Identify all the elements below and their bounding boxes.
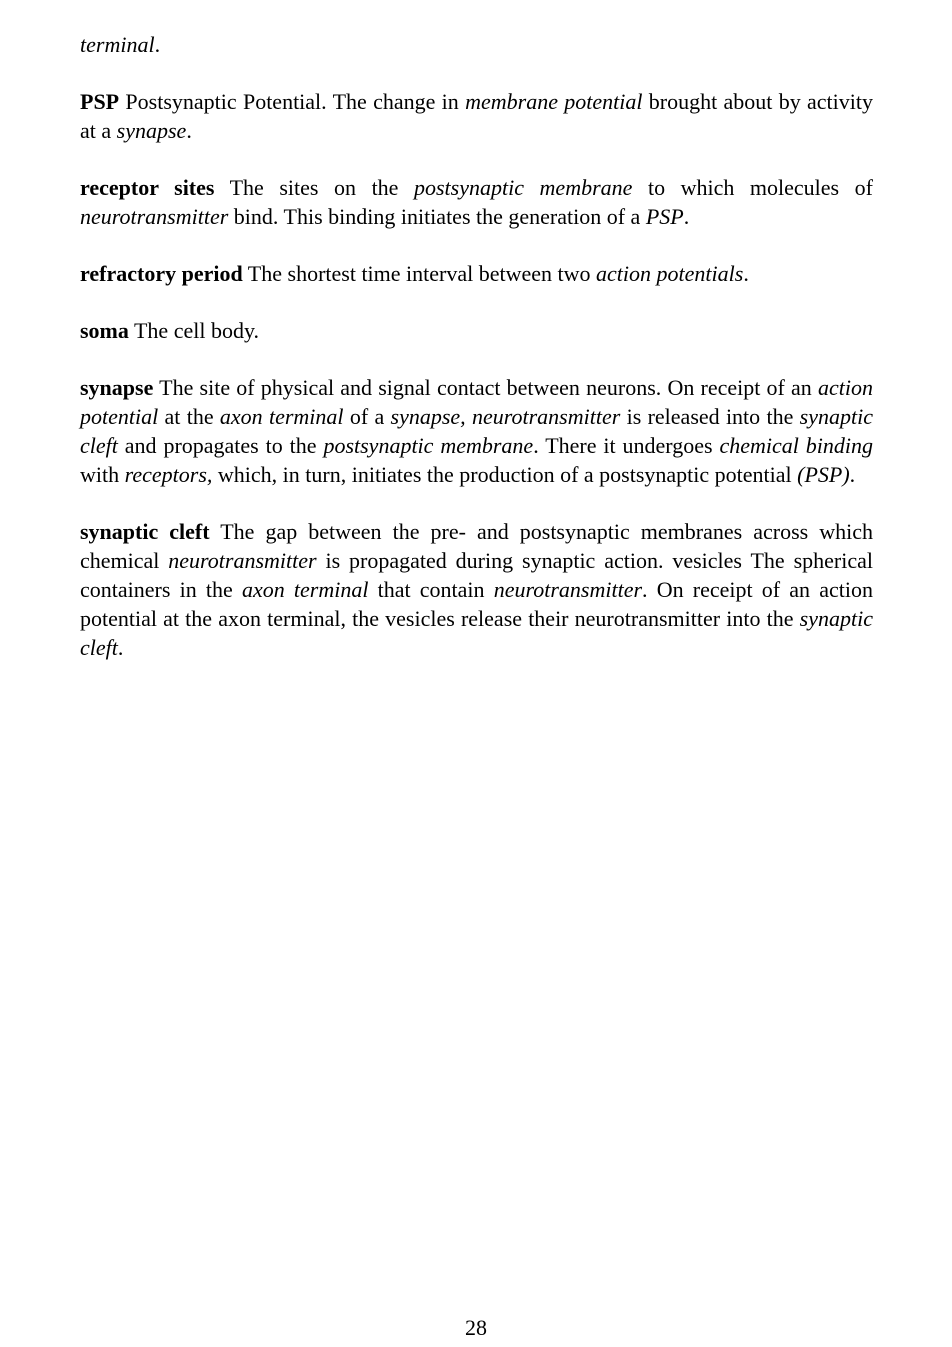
entry-text: The site of physical and signal contact between neurons. On receipt of an: [153, 375, 818, 400]
glossary-term: synapse: [80, 375, 154, 400]
glossary-entry-psp: [80, 87, 873, 145]
glossary-term: receptor sites: [80, 175, 215, 200]
entry-text-italic: PSP: [645, 204, 684, 229]
entry-text: . There it undergoes: [533, 433, 720, 458]
entry-text-italic: synaptic cleft: [80, 606, 873, 660]
entry-text: which, in turn, initiates the production of a postsynaptic potential: [212, 462, 798, 487]
glossary-term: synaptic cleft: [80, 519, 210, 544]
entry-text-italic: synapse, neurotransmitter: [390, 404, 621, 429]
glossary-entry-soma: [80, 316, 873, 345]
glossary-entry-receptor-sites: [80, 173, 873, 231]
entry-text: is released into the: [620, 404, 800, 429]
entry-text-italic: neurotransmitter: [168, 548, 317, 573]
page-number: 28: [465, 1315, 487, 1340]
entry-text: to which molecules of: [632, 175, 873, 200]
glossary-entry-refractory-period: [80, 259, 873, 288]
entry-text-italic: (PSP): [797, 462, 850, 487]
entry-text: The sites on the: [214, 175, 414, 200]
glossary-term: refractory period: [80, 261, 243, 286]
entry-text: brought about by activity at a: [80, 89, 873, 143]
glossary-term: soma: [80, 318, 129, 343]
entry-text: at the: [158, 404, 220, 429]
entry-text-italic: postsynaptic membrane: [323, 433, 534, 458]
entry-text: is propagated during synaptic action. vesicles The spherical containers in the: [80, 548, 873, 602]
entry-text: .: [743, 261, 749, 286]
entry-text-italic: axon terminal: [241, 577, 369, 602]
entry-text: .: [683, 204, 690, 229]
entry-text-italic: receptors,: [124, 462, 213, 487]
entry-text: of a: [343, 404, 391, 429]
glossary-term: PSP: [80, 89, 120, 114]
glossary-entry-synapse: [80, 373, 873, 489]
entry-text-italic: synaptic cleft: [80, 404, 873, 458]
entry-text-italic: neurotransmitter: [80, 204, 229, 229]
entry-text-italic: axon terminal: [219, 404, 344, 429]
entry-text: bind. This binding initiates the generation of a: [228, 204, 646, 229]
entry-text-italic: neurotransmitter: [493, 577, 643, 602]
glossary-entry-synaptic-cleft: [80, 517, 873, 662]
entry-text: that contain: [368, 577, 494, 602]
entry-text: The gap between the pre- and postsynaptic membranes across which chemical: [80, 519, 874, 573]
entry-text: Postsynaptic Potential. The change in: [119, 89, 466, 114]
entry-text-italic: action potential: [80, 375, 873, 429]
entry-text: with: [80, 462, 125, 487]
entry-text: .: [186, 118, 192, 143]
entry-text: The shortest time interval between two: [242, 261, 597, 286]
entry-text: .: [849, 462, 856, 487]
entry-text-italic: action potentials: [596, 261, 744, 286]
entry-text: . On receipt of an action potential at the axon terminal, the vesicles release their neurotransmitter into the: [80, 577, 873, 631]
entry-text-italic: chemical binding: [719, 433, 873, 458]
entry-text-italic: membrane potential: [465, 89, 643, 114]
entry-text: .: [154, 32, 161, 57]
entry-text: .: [117, 635, 124, 660]
entry-text-italic: synapse: [116, 118, 187, 143]
entry-text-italic: terminal: [80, 32, 155, 57]
glossary-page: [80, 30, 873, 690]
entry-text-italic: postsynaptic membrane: [414, 175, 633, 200]
glossary-entry-terminal-continuation: [80, 30, 873, 59]
entry-text: The cell body.: [128, 318, 260, 343]
entry-text: and propagates to the: [117, 433, 324, 458]
